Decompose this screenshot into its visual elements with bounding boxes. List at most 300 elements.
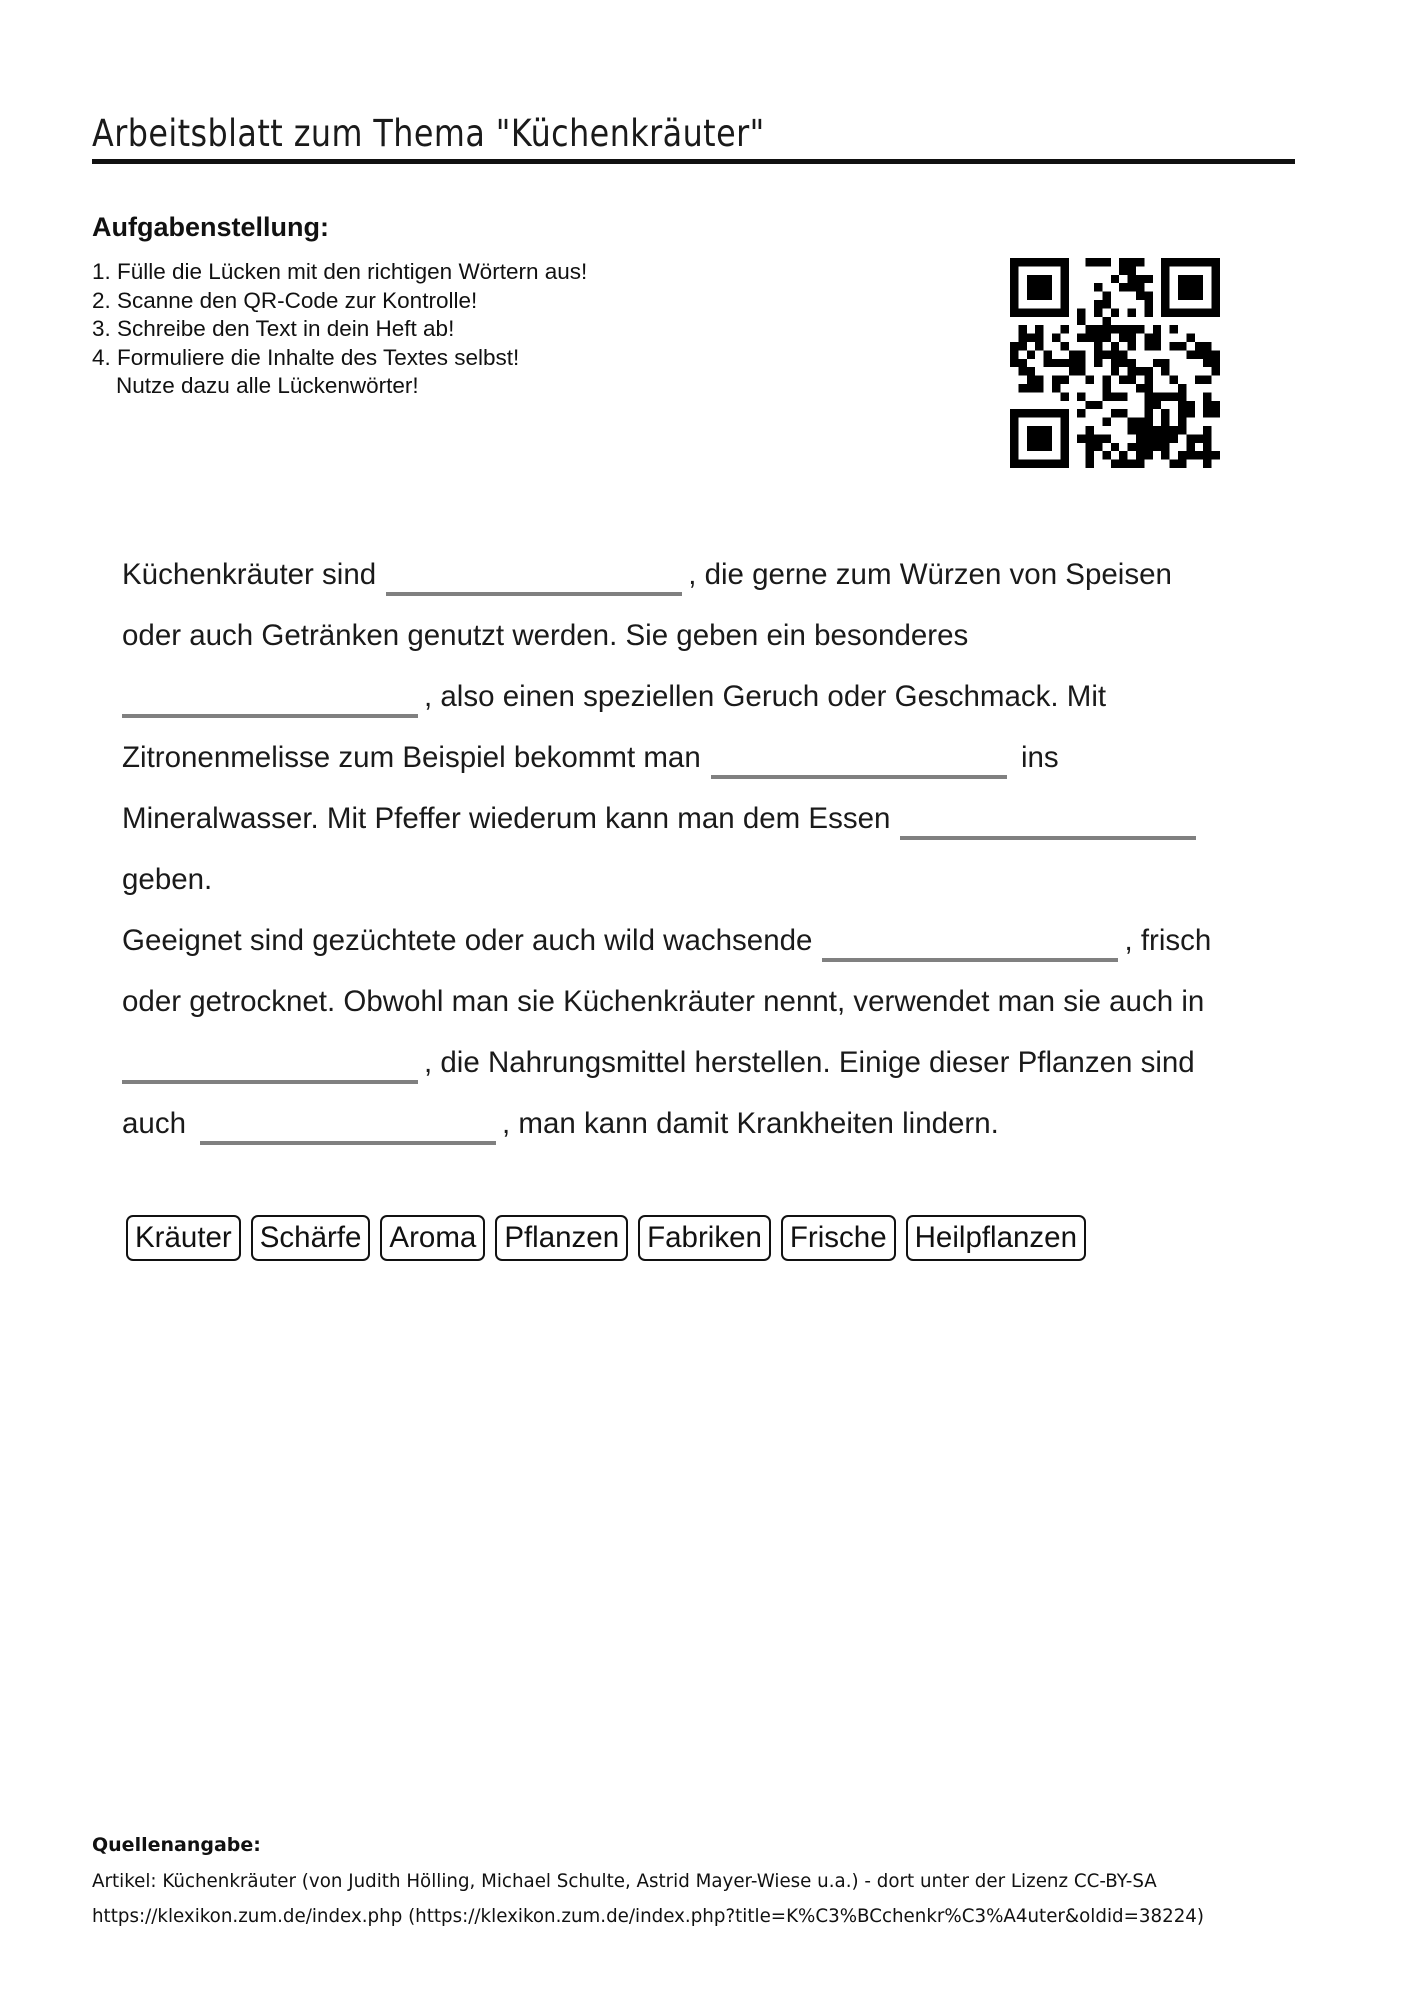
qr-module (1195, 342, 1203, 350)
blank-field[interactable] (822, 924, 1118, 962)
qr-module (1128, 367, 1136, 375)
qr-module (1044, 308, 1052, 316)
qr-module (1128, 334, 1136, 342)
title-divider (92, 159, 1295, 164)
qr-module (1060, 418, 1068, 426)
qr-module (1018, 460, 1026, 468)
qr-module (1111, 460, 1119, 468)
qr-module (1119, 325, 1127, 333)
qr-module (1203, 409, 1211, 417)
source-link[interactable]: https://klexikon.zum.de/index.php (https://klexikon.zum.de/index.php?title=K%C3%BCchenkr%C3%A4uter&oldid=38224) (92, 1905, 1205, 1927)
qr-module (1136, 325, 1144, 333)
qr-module (1060, 283, 1068, 291)
qr-module (1060, 451, 1068, 459)
qr-module (1060, 359, 1068, 367)
word-card[interactable]: Fabriken (638, 1215, 771, 1261)
qr-module (1027, 367, 1035, 375)
qr-module (1077, 317, 1085, 325)
word-card[interactable]: Pflanzen (495, 1215, 628, 1261)
qr-module (1060, 266, 1068, 274)
qr-module (1203, 342, 1211, 350)
qr-module (1212, 451, 1220, 459)
qr-module (1094, 443, 1102, 451)
qr-module (1035, 325, 1043, 333)
qr-module (1094, 334, 1102, 342)
qr-module (1161, 367, 1169, 375)
qr-module (1052, 460, 1060, 468)
qr-module (1018, 384, 1026, 392)
qr-module (1203, 451, 1211, 459)
qr-module (1144, 434, 1152, 442)
qr-module (1119, 350, 1127, 358)
qr-module (1144, 275, 1152, 283)
qr-module (1178, 409, 1186, 417)
qr-module (1102, 451, 1110, 459)
qr-module (1153, 334, 1161, 342)
qr-module (1044, 283, 1052, 291)
qr-module (1212, 283, 1220, 291)
qr-module (1144, 367, 1152, 375)
qr-module (1052, 376, 1060, 384)
qr-module (1060, 300, 1068, 308)
qr-module (1212, 409, 1220, 417)
qr-module (1119, 334, 1127, 342)
task-list (92, 258, 587, 401)
qr-module (1086, 325, 1094, 333)
qr-module (1069, 350, 1077, 358)
qr-module (1044, 275, 1052, 283)
qr-module (1136, 460, 1144, 468)
qr-module (1161, 426, 1169, 434)
qr-module (1136, 418, 1144, 426)
qr-module (1186, 292, 1194, 300)
qr-module (1161, 283, 1169, 291)
qr-module (1102, 418, 1110, 426)
qr-module (1195, 350, 1203, 358)
cloze-line (122, 680, 1272, 741)
qr-module (1044, 409, 1052, 417)
qr-module (1060, 325, 1068, 333)
qr-module (1102, 376, 1110, 384)
qr-module (1010, 275, 1018, 283)
qr-module (1186, 409, 1194, 417)
word-card[interactable]: Aroma (380, 1215, 485, 1261)
qr-module (1212, 275, 1220, 283)
cloze-text-segment: , die gerne zum Würzen von Speisen (688, 558, 1172, 591)
qr-module (1044, 443, 1052, 451)
qr-module (1094, 342, 1102, 350)
blank-field[interactable] (386, 558, 682, 596)
qr-module (1102, 292, 1110, 300)
qr-module (1153, 342, 1161, 350)
qr-module (1077, 409, 1085, 417)
qr-module (1035, 342, 1043, 350)
qr-module (1111, 359, 1119, 367)
qr-module (1136, 443, 1144, 451)
qr-module (1144, 426, 1152, 434)
blank-field[interactable] (122, 1046, 418, 1084)
word-card[interactable]: Kräuter (126, 1215, 241, 1261)
source-heading: Quellenangabe: (92, 1834, 261, 1856)
qr-module (1035, 258, 1043, 266)
qr-module (1077, 334, 1085, 342)
qr-module (1170, 376, 1178, 384)
qr-module (1052, 409, 1060, 417)
qr-module (1035, 426, 1043, 434)
qr-module (1203, 376, 1211, 384)
qr-module (1128, 258, 1136, 266)
qr-module (1069, 367, 1077, 375)
qr-module (1102, 384, 1110, 392)
qr-module (1136, 384, 1144, 392)
qr-module (1044, 359, 1052, 367)
qr-module (1060, 443, 1068, 451)
qr-module (1010, 460, 1018, 468)
qr-module (1111, 308, 1119, 316)
qr-module (1035, 275, 1043, 283)
qr-module (1195, 292, 1203, 300)
qr-module (1060, 292, 1068, 300)
qr-module (1128, 266, 1136, 274)
cloze-text-segment: auch (122, 1107, 186, 1140)
qr-module (1111, 443, 1119, 451)
cloze-text-segment: , frisch (1124, 924, 1212, 957)
qr-module (1144, 342, 1152, 350)
qr-module (1052, 334, 1060, 342)
qr-module (1161, 359, 1169, 367)
page-title: Arbeitsblatt zum Thema "Küchenkräuter" (92, 112, 765, 155)
word-card[interactable]: Schärfe (251, 1215, 371, 1261)
qr-module (1094, 258, 1102, 266)
qr-module (1035, 308, 1043, 316)
qr-module (1161, 434, 1169, 442)
qr-module (1111, 350, 1119, 358)
qr-module (1153, 325, 1161, 333)
qr-module (1128, 443, 1136, 451)
qr-module (1212, 266, 1220, 274)
qr-module (1077, 350, 1085, 358)
qr-module (1035, 292, 1043, 300)
qr-module (1128, 426, 1136, 434)
qr-module (1027, 334, 1035, 342)
cloze-text-segment: Zitronenmelisse zum Beispiel bekommt man (122, 741, 701, 774)
qr-module (1094, 359, 1102, 367)
qr-module (1128, 418, 1136, 426)
qr-module (1195, 283, 1203, 291)
qr-module (1111, 409, 1119, 417)
qr-module (1153, 392, 1161, 400)
qr-module (1077, 392, 1085, 400)
qr-module (1018, 334, 1026, 342)
qr-module (1119, 359, 1127, 367)
qr-module (1170, 392, 1178, 400)
qr-module (1178, 275, 1186, 283)
qr-module (1186, 443, 1194, 451)
qr-module (1178, 451, 1186, 459)
qr-module (1102, 300, 1110, 308)
qr-module (1027, 258, 1035, 266)
qr-module (1060, 392, 1068, 400)
qr-module (1144, 401, 1152, 409)
qr-module (1018, 342, 1026, 350)
qr-module (1102, 334, 1110, 342)
qr-module (1144, 392, 1152, 400)
qr-module (1010, 258, 1018, 266)
qr-module (1044, 434, 1052, 442)
qr-module (1086, 443, 1094, 451)
qr-module (1027, 409, 1035, 417)
blank-field[interactable] (122, 680, 418, 718)
qr-module (1161, 418, 1169, 426)
qr-module (1010, 451, 1018, 459)
qr-module (1077, 434, 1085, 442)
qr-module (1203, 460, 1211, 468)
qr-module (1212, 401, 1220, 409)
qr-module (1195, 376, 1203, 384)
qr-module (1178, 292, 1186, 300)
qr-module (1086, 434, 1094, 442)
qr-module (1094, 283, 1102, 291)
qr-module (1161, 300, 1169, 308)
qr-module (1153, 434, 1161, 442)
qr-module (1212, 308, 1220, 316)
qr-module (1111, 392, 1119, 400)
cloze-line (122, 1046, 1272, 1107)
qr-module (1161, 258, 1169, 266)
qr-module (1203, 434, 1211, 442)
cloze-text-segment: Geeignet sind gezüchtete oder auch wild wachsende (122, 924, 813, 957)
cloze-text-segment: , also einen speziellen Geruch oder Geschmack. Mit (424, 680, 1107, 713)
qr-module (1161, 392, 1169, 400)
qr-module (1195, 275, 1203, 283)
qr-module (1128, 275, 1136, 283)
qr-module (1203, 392, 1211, 400)
qr-module (1027, 308, 1035, 316)
qr-module (1102, 317, 1110, 325)
qr-module (1102, 392, 1110, 400)
qr-module (1027, 460, 1035, 468)
cloze-text-segment: , man kann damit Krankheiten lindern. (501, 1107, 999, 1140)
qr-module (1018, 409, 1026, 417)
qr-module (1203, 443, 1211, 451)
task-item-continuation: Nutze dazu alle Lückenwörter! (116, 373, 419, 398)
qr-module (1186, 258, 1194, 266)
cloze-text-segment: geben. (122, 863, 213, 896)
qr-module (1186, 308, 1194, 316)
qr-module (1128, 359, 1136, 367)
qr-module (1178, 384, 1186, 392)
qr-module (1186, 350, 1194, 358)
cloze-text-segment: oder getrocknet. Obwohl man sie Küchenkräuter nennt, verwendet man sie auch in (122, 985, 1205, 1018)
qr-module (1044, 350, 1052, 358)
qr-module (1010, 283, 1018, 291)
task-heading: Aufgabenstellung: (92, 212, 329, 242)
source-attribution (92, 1834, 1250, 1940)
qr-module (1060, 308, 1068, 316)
cloze-line (122, 619, 1272, 680)
qr-module (1010, 292, 1018, 300)
qr-module (1018, 367, 1026, 375)
qr-module (1136, 367, 1144, 375)
qr-module (1060, 258, 1068, 266)
qr-module (1212, 258, 1220, 266)
qr-module (1186, 434, 1194, 442)
qr-module (1178, 460, 1186, 468)
qr-module (1119, 460, 1127, 468)
qr-module (1136, 258, 1144, 266)
qr-module (1203, 401, 1211, 409)
qr-module (1161, 443, 1169, 451)
qr-module (1212, 292, 1220, 300)
qr-module (1052, 384, 1060, 392)
qr-module (1136, 275, 1144, 283)
qr-module (1119, 392, 1127, 400)
cloze-text (122, 558, 1272, 1168)
qr-module (1060, 460, 1068, 468)
qr-module (1128, 283, 1136, 291)
qr-module (1010, 409, 1018, 417)
qr-module (1035, 443, 1043, 451)
qr-module (1044, 258, 1052, 266)
task-item: 4. Formuliere die Inhalte des Textes selbst! (92, 344, 520, 370)
qr-module (1186, 275, 1194, 283)
qr-module (1195, 451, 1203, 459)
qr-module (1119, 376, 1127, 384)
qr-module (1195, 308, 1203, 316)
source-article: Artikel: Küchenkräuter (von Judith Hölling, Michael Schulte, Astrid Mayer-Wiese u.a.) - dort unter der Lizenz CC-BY-SA (92, 1870, 1157, 1892)
qr-module (1212, 359, 1220, 367)
qr-module (1161, 266, 1169, 274)
qr-module (1136, 283, 1144, 291)
qr-module (1161, 409, 1169, 417)
blank-field[interactable] (200, 1107, 496, 1145)
qr-module (1102, 325, 1110, 333)
task-item: 2. Scanne den QR-Code zur Kontrolle! (92, 287, 478, 313)
qr-module (1027, 443, 1035, 451)
qr-module (1203, 426, 1211, 434)
cloze-line (122, 741, 1272, 802)
qr-module (1035, 283, 1043, 291)
qr-module (1027, 384, 1035, 392)
qr-module (1102, 434, 1110, 442)
cloze-line (122, 1107, 1272, 1168)
qr-module (1153, 359, 1161, 367)
qr-module (1136, 434, 1144, 442)
qr-module (1128, 325, 1136, 333)
cloze-line (122, 863, 1272, 924)
qr-module (1170, 308, 1178, 316)
blank-field[interactable] (900, 802, 1196, 840)
qr-module (1094, 434, 1102, 442)
qr-module (1044, 292, 1052, 300)
qr-module (1119, 258, 1127, 266)
qr-module (1086, 258, 1094, 266)
qr-module (1212, 367, 1220, 375)
qr-module (1203, 308, 1211, 316)
qr-module (1186, 401, 1194, 409)
qr-module (1102, 350, 1110, 358)
word-card[interactable]: Frische (781, 1215, 896, 1261)
qr-module (1035, 334, 1043, 342)
cloze-line (122, 924, 1272, 985)
qr-module (1178, 392, 1186, 400)
qr-module (1077, 308, 1085, 316)
qr-module (1144, 300, 1152, 308)
qr-module (1203, 258, 1211, 266)
qr-module (1010, 359, 1018, 367)
qr-module (1128, 342, 1136, 350)
qr-module (1052, 258, 1060, 266)
qr-module (1186, 334, 1194, 342)
qr-module (1136, 451, 1144, 459)
qr-module (1153, 426, 1161, 434)
qr-module (1027, 292, 1035, 300)
qr-module (1119, 266, 1127, 274)
qr-module (1119, 283, 1127, 291)
qr-module (1086, 376, 1094, 384)
qr-module (1018, 359, 1026, 367)
qr-module (1018, 308, 1026, 316)
qr-module (1035, 460, 1043, 468)
qr-module (1144, 451, 1152, 459)
qr-module (1027, 350, 1035, 358)
qr-module (1136, 292, 1144, 300)
qr-module (1086, 460, 1094, 468)
qr-module (1170, 258, 1178, 266)
qr-module (1144, 409, 1152, 417)
qr-module (1144, 308, 1152, 316)
qr-module (1010, 418, 1018, 426)
qr-module (1027, 434, 1035, 442)
qr-module (1153, 443, 1161, 451)
cloze-text-segment: , die Nahrungsmittel herstellen. Einige dieser Pflanzen sind (424, 1046, 1195, 1079)
qr-module (1203, 350, 1211, 358)
task-item: 3. Schreibe den Text in dein Heft ab! (92, 316, 455, 341)
qr-module (1094, 350, 1102, 358)
qr-module (1044, 426, 1052, 434)
qr-module (1060, 376, 1068, 384)
qr-module (1086, 334, 1094, 342)
qr-module (1178, 342, 1186, 350)
qr-module (1035, 376, 1043, 384)
qr-module (1077, 359, 1085, 367)
qr-module (1111, 325, 1119, 333)
qr-module (1153, 401, 1161, 409)
qr-module (1170, 426, 1178, 434)
cloze-text-segment: Mineralwasser. Mit Pfeffer wiederum kann man dem Essen (122, 802, 891, 835)
qr-module (1212, 300, 1220, 308)
qr-module (1186, 451, 1194, 459)
qr-module (1195, 434, 1203, 442)
qr-module (1060, 342, 1068, 350)
qr-code-icon[interactable] (1010, 258, 1220, 468)
qr-module (1094, 401, 1102, 409)
qr-module (1027, 283, 1035, 291)
qr-module (1060, 426, 1068, 434)
qr-module (1195, 258, 1203, 266)
qr-module (1052, 359, 1060, 367)
qr-module (1161, 308, 1169, 316)
word-card[interactable]: Heilpflanzen (906, 1215, 1086, 1261)
blank-field[interactable] (711, 741, 1007, 779)
qr-module (1144, 384, 1152, 392)
qr-module (1144, 292, 1152, 300)
qr-module (1170, 434, 1178, 442)
qr-module (1010, 426, 1018, 434)
cloze-text-segment: oder auch Getränken genutzt werden. Sie geben ein besonderes (122, 619, 969, 652)
qr-module (1094, 325, 1102, 333)
qr-module (1203, 359, 1211, 367)
